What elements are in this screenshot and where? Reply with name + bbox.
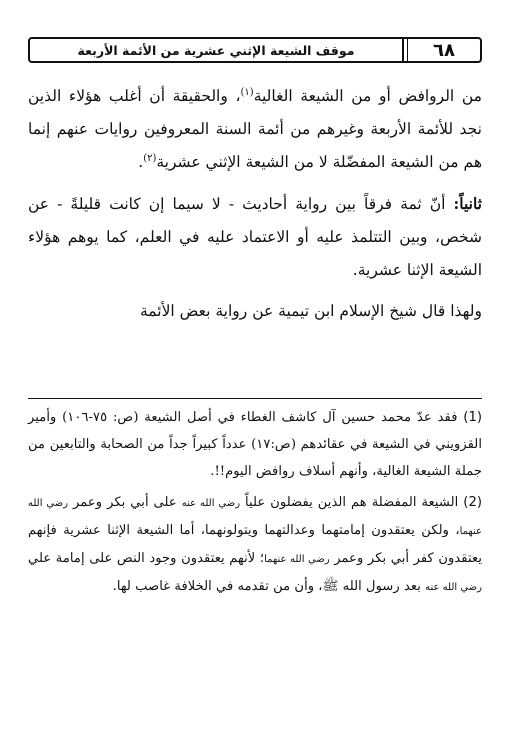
running-header bbox=[28, 37, 482, 63]
footnotes bbox=[28, 404, 482, 605]
footnote-1-number: (1) bbox=[463, 410, 482, 425]
footnote-2-text-a: الشيعة المفضلة هم الذين يفضلون علياً bbox=[240, 495, 464, 510]
footnote-2-number: (2) bbox=[463, 495, 482, 510]
footnote-2-text-f: ، وأن من تقدمه في الخلافة غاصب لها. bbox=[112, 579, 323, 594]
p2-lead: ثانياً: bbox=[453, 194, 482, 213]
footnote-1 bbox=[28, 404, 482, 485]
footnote-1-text: فقد عدّ محمد حسين آل كاشف الغطاء في أصل الشيعة (ص: ٧٥-١٠٦) وأمير القزويني في الشيعة في عقائدهم (ص:١٧) عدداً كبيراً جداً من الصحابة والتابعين من جملة الشيعة الغالية، وأنهم أسلاف روافض اليوم!!. bbox=[28, 410, 482, 479]
main-text bbox=[28, 80, 482, 328]
p1-end: . bbox=[138, 153, 144, 171]
honorific-4: رضي الله عنه bbox=[425, 582, 482, 593]
honorific-3: رضي الله عنهما bbox=[264, 554, 330, 565]
header-title: موقف الشيعة الإثني عشرية من الأئمة الأربعة bbox=[77, 42, 355, 58]
footnote-2 bbox=[28, 489, 482, 601]
honorific-5: ﷺ bbox=[322, 579, 339, 594]
honorific-2: رضي الله عنهما bbox=[28, 498, 482, 537]
footnote-ref-1: (١) bbox=[240, 86, 254, 98]
p1-text-b: ، والحقيقة أن أغلب هؤلاء الذين نجد للأئمة الأربعة وغيرهم من أئمة السنة المعروفين روايات عنهم إنما هم من الشيعة المفضّلة لا من الشيعة الإثني عشرية bbox=[28, 87, 482, 171]
p3-text: ولهذا قال شيخ الإسلام ابن تيمية عن رواية بعض الأئمة bbox=[140, 302, 482, 320]
honorific-1: رضي الله عنه bbox=[181, 498, 241, 509]
footnote-2-text-e: بعد رسول الله bbox=[338, 579, 426, 594]
p2-text: أنّ ثمة فرقاً بين رواية أحاديث - لا سيما إن كانت قليلةً - عن شخص، وبين التتلمذ عليه أو الاعتماد عليه في العلم، كما يوهم هؤلاء الشيعة الإثنا عشرية. bbox=[28, 195, 482, 279]
paragraph-2 bbox=[28, 187, 482, 287]
page-number: ٦٨ bbox=[433, 39, 455, 61]
paragraph-3 bbox=[28, 295, 482, 328]
footnote-divider bbox=[28, 398, 482, 399]
paragraph-1 bbox=[28, 80, 482, 179]
p1-text-a: من الروافض أو من الشيعة الغالية bbox=[253, 87, 482, 105]
footnote-2-text-c: ، ولكن يعتقدون إمامتهما وعدالتهما ويتولونهما، أما الشيعة الإثنا عشرية فإنهم يعتقدون كفر أبي بكر وعمر bbox=[28, 523, 482, 566]
footnote-2-text-b: على أبي بكر وعمر bbox=[68, 495, 182, 510]
footnote-2-text-d: ؛ لأنهم يعتقدون وجود النص على إمامة علي bbox=[28, 551, 265, 566]
footnote-ref-2: (٢) bbox=[143, 152, 157, 164]
